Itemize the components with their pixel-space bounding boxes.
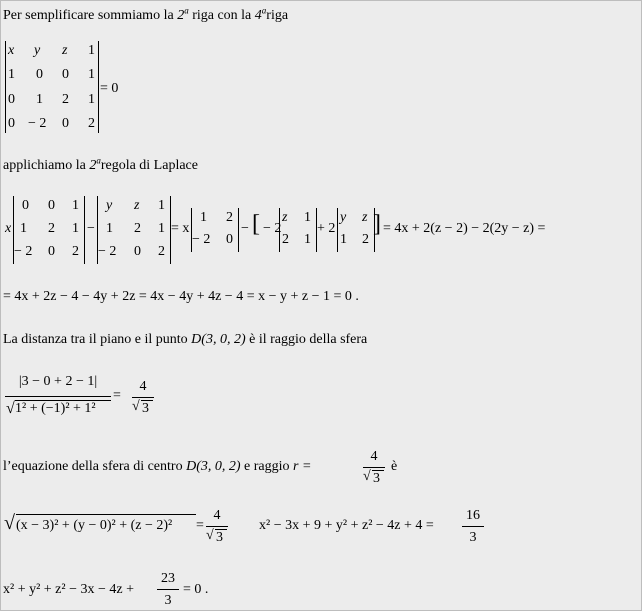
sphere-numerator-16: 16 [466, 508, 480, 523]
distance-text-b: è il raggio della sfera [245, 332, 368, 347]
matrix-cell: 2 [134, 221, 141, 236]
result-numerator: 4 [139, 379, 147, 394]
matrix-cell: 2 [72, 244, 79, 259]
matrix-cell: 0 [22, 198, 29, 213]
minor-determinant-3 [191, 208, 239, 252]
radius-numerator: 4 [370, 449, 378, 464]
minor-determinant-2 [97, 196, 171, 264]
sphere-denominator: 3 [216, 530, 223, 545]
rule-number: 2 [89, 158, 97, 173]
right-bracket: ] [373, 211, 381, 237]
intro-text-b: riga con la [188, 8, 255, 23]
matrix-cell: 1 [72, 221, 79, 236]
matrix-cell: 2 [362, 232, 369, 247]
matrix-cell: 1 [88, 92, 95, 107]
laplace-sentence [3, 155, 198, 174]
matrix-cell: 1 [72, 198, 79, 213]
minor-determinant-5 [337, 208, 375, 252]
matrix-cell: 1 [304, 232, 311, 247]
equals-sign: = [113, 388, 121, 403]
sphere-text-c: è [391, 459, 398, 474]
matrix-cell: 1 [20, 221, 27, 236]
equals-sign: = [196, 518, 204, 533]
matrix-cell: 0 [134, 244, 141, 259]
radius-denominator: 3 [373, 471, 380, 486]
sqrt-vinculum [16, 514, 196, 515]
sqrt-icon: √ [206, 528, 214, 543]
final-equation-lhs: x² + y² + z² − 3x − 4z + [3, 582, 134, 597]
center-d: D(3, 0, 2) [186, 459, 241, 474]
fraction-bar [132, 397, 154, 398]
simplification-line: = 4x + 2z − 4 − 4y + 2z = 4x − 4y + 4z − 4 = x − y + z − 1 = 0 . [3, 289, 359, 304]
distance-denominator: 1² + (−1)² + 1² [15, 401, 96, 416]
matrix-cell: x [8, 43, 15, 58]
matrix-cell: 1 [88, 43, 95, 58]
matrix-cell: z [62, 43, 68, 58]
laplace-text-b: regola di Laplace [100, 158, 198, 173]
matrix-cell: 0 [48, 244, 55, 259]
distance-numerator: |3 − 0 + 2 − 1| [18, 374, 98, 389]
equals-x: = x [171, 221, 190, 236]
distance-sentence [3, 332, 367, 348]
plus-two: + 2 [317, 221, 336, 236]
fraction-bar [157, 589, 179, 590]
matrix-cell: 1 [36, 92, 43, 107]
matrix-cell: 1 [340, 232, 347, 247]
matrix-cell: 1 [88, 67, 95, 82]
matrix-cell: 2 [158, 244, 165, 259]
matrix-cell: y [340, 210, 347, 225]
fraction-bar [462, 526, 484, 527]
sphere-expanded: x² − 3x + 9 + y² + z² − 4z + 4 = [259, 518, 434, 533]
matrix-cell: 1 [8, 67, 15, 82]
fraction-bar [363, 467, 385, 468]
result-denominator: 3 [142, 401, 149, 416]
laplace-result: = 4x + 2(z − 2) − 2(2y − z) = [383, 221, 546, 236]
matrix-cell: 0 [36, 67, 43, 82]
sphere-lhs: (x − 3)² + (y − 0)² + (z − 2)² [16, 518, 173, 533]
sqrt-icon: √ [6, 400, 15, 417]
final-equation-rhs: = 0 . [183, 582, 209, 597]
coefficient-x: x [5, 221, 12, 236]
matrix-cell: 0 [8, 92, 15, 107]
matrix-cell: − 2 [28, 116, 47, 131]
sphere-sentence [3, 459, 311, 475]
sqrt-icon: √ [132, 399, 140, 414]
matrix-cell: − 2 [98, 244, 117, 259]
row-number-b: 4 [254, 8, 262, 23]
radius-r: r = [293, 459, 312, 474]
matrix-cell: z [134, 198, 140, 213]
matrix-cell: y [34, 43, 41, 58]
matrix-cell: 0 [62, 67, 69, 82]
matrix-cell: 0 [62, 116, 69, 131]
matrix-cell: 1 [106, 221, 113, 236]
ordinal-b: a [261, 5, 267, 16]
matrix-cell: − 2 [14, 244, 33, 259]
minor-determinant-1 [13, 196, 85, 264]
matrix-cell: 2 [282, 232, 289, 247]
matrix-cell: 2 [226, 210, 233, 225]
laplace-text-a: applichiamo la [3, 158, 90, 173]
matrix-cell: 2 [48, 221, 55, 236]
matrix-cell: y [106, 198, 113, 213]
minus-sign: − [87, 221, 95, 236]
equals-zero: = 0 [100, 81, 119, 96]
left-bracket: [ [252, 211, 260, 237]
final-denominator: 3 [164, 593, 172, 608]
minor-determinant-4 [279, 208, 317, 252]
matrix-cell: 0 [226, 232, 233, 247]
matrix-cell: z [282, 210, 288, 225]
sphere-numerator: 4 [213, 508, 221, 523]
intro-sentence [3, 5, 289, 24]
fraction-bar [5, 396, 111, 397]
sqrt-icon: √ [4, 512, 15, 534]
ordinal-a: a [184, 5, 189, 16]
matrix-cell: z [362, 210, 368, 225]
sphere-denominator-3: 3 [469, 530, 477, 545]
matrix-cell: 2 [62, 92, 69, 107]
matrix-cell: 1 [200, 210, 207, 225]
matrix-cell: 2 [88, 116, 95, 131]
sphere-text-a: l’equazione della sfera di centro [3, 459, 187, 474]
sphere-text-b: e raggio [240, 459, 293, 474]
determinant-4x4 [5, 41, 99, 133]
row-number-a: 2 [177, 8, 185, 23]
point-d: D(3, 0, 2) [191, 332, 246, 347]
matrix-cell: 1 [304, 210, 311, 225]
matrix-cell: 0 [8, 116, 15, 131]
final-numerator: 23 [161, 571, 175, 586]
matrix-cell: 0 [48, 198, 55, 213]
sqrt-icon: √ [363, 469, 371, 484]
matrix-cell: 1 [158, 198, 165, 213]
fraction-bar [206, 526, 228, 527]
intro-text-c: riga [266, 8, 289, 23]
ordinal-c: a [96, 155, 101, 166]
matrix-cell: 1 [158, 221, 165, 236]
minus-sign: − [241, 221, 249, 236]
matrix-cell: − 2 [192, 232, 211, 247]
distance-text-a: La distanza tra il piano e il punto [3, 332, 192, 347]
intro-text-a: Per semplificare sommiamo la [3, 8, 178, 23]
coefficient-minus-two: − 2 [263, 221, 282, 236]
